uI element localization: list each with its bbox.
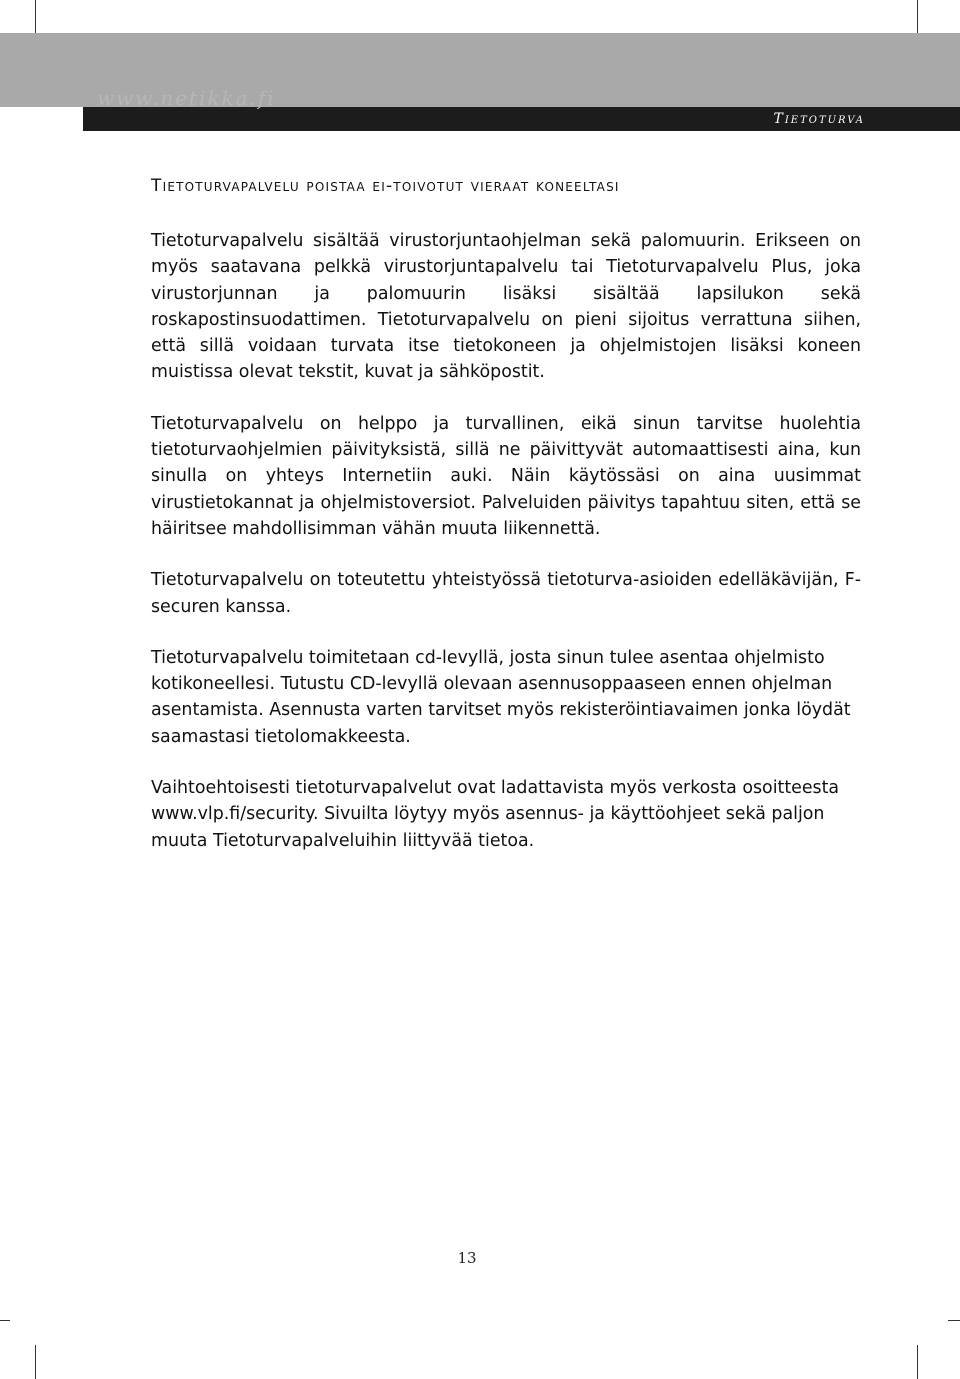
section-title: Tietoturva (773, 111, 865, 127)
crop-mark (35, 1345, 36, 1379)
paragraph: Tietoturvapalvelu sisältää virustorjuntaohjelman sekä palomuurin. Erikseen on myös saatavana pelkkä virustorjuntapalvelu tai Tietoturvapalvelu Plus, joka virustorjunnan ja palomuurin lisäksi sisältää lapsilukon sekä roskapostinsuodattimen. Tietoturvapalvelu on pieni sijoitus verrattuna siihen, että sillä voidaan turvata itse tietokoneen ja ohjelmistojen lisäksi koneen muistissa olevat tekstit, kuvat ja sähköpostit. (151, 231, 861, 383)
paragraph: Vaihtoehtoisesti tietoturvapalvelut ovat ladattavista myös verkosta osoitteesta www.vlp.fi/security. Sivuilta löytyy myös asennus- ja käyttöohjeet sekä paljon muuta Tietoturvapalveluihin liittyvää tietoa. (151, 778, 840, 851)
crop-mark (0, 1320, 10, 1321)
crop-mark (35, 0, 36, 34)
page-number: 13 (457, 1249, 477, 1267)
body-text (151, 228, 861, 879)
watermark: www.netikka.fi (97, 86, 276, 110)
crop-mark (917, 1345, 918, 1379)
paragraph: Tietoturvapalvelu toimitetaan cd-levyllä, josta sinun tulee asentaa ohjelmisto kotikoneellesi. Tutustu CD-levyllä olevaan asennusoppaaseen ennen ohjelman asentamista. Asennusta varten tarvitset myös rekisteröintiavaimen jonka löydät saamastasi tietolomakkeesta. (151, 647, 851, 747)
paragraph: Tietoturvapalvelu on helppo ja turvallinen, eikä sinun tarvitse huolehtia tietoturvaohjelmien päivityksistä, sillä ne päivittyvät automaattisesti aina, kun sinulla on yhteys Internetiin auki. Näin käytössäsi on aina uusimmat virustietokannat ja ohjelmistoversiot. Palveluiden päivitys tapahtuu siten, että se häiritsee mahdollisimman vähän muuta liikennettä. (151, 413, 861, 539)
crop-mark (948, 1320, 960, 1321)
paragraph: Tietoturvapalvelu on toteutettu yhteistyössä tietoturva-asioiden edelläkävijän, F-securen kanssa. (151, 570, 861, 617)
crop-mark (917, 0, 918, 34)
page-heading: Tietoturvapalvelu poistaa ei-toivotut vieraat koneeltasi (151, 176, 620, 196)
